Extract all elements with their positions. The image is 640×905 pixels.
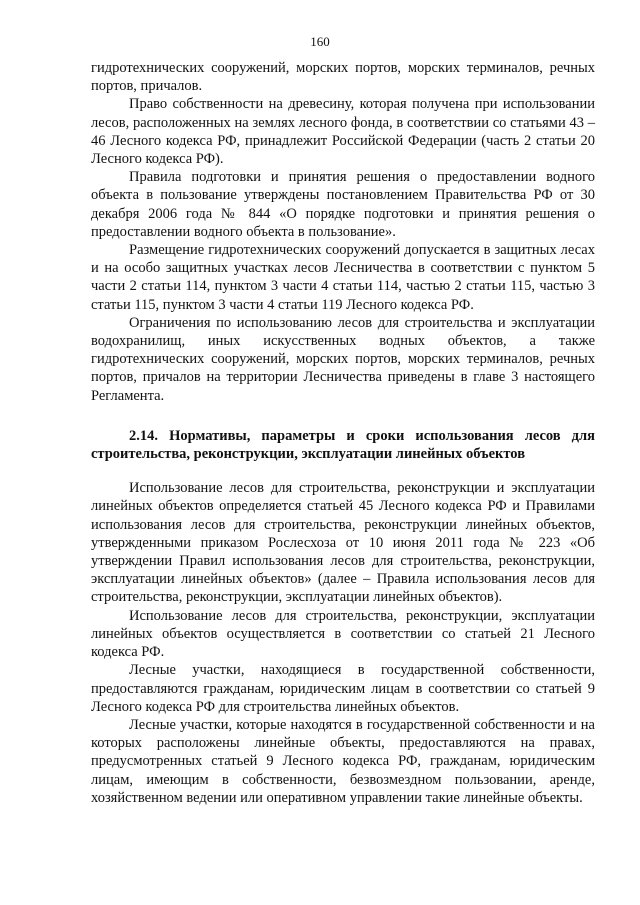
paragraph-article-21: Использование лесов для строительства, реконструкции, эксплуатации линейных объектов осуществляется в соответствии со статьей 21 Лесного кодекса РФ.	[91, 607, 595, 661]
paragraph-restrictions: Ограничения по использованию лесов для строительства и эксплуатации водохранилищ, иных искусственных водных объектов, а также гидротехнических сооружений, морских портов, морских терминалов, речных портов, причалов на территории Лесничества приведены в главе 3 настоящего Регламента.	[91, 314, 595, 404]
paragraph-linear-objects-use: Использование лесов для строительства, реконструкции и эксплуатации линейных объектов определяется статьей 45 Лесного кодекса РФ и Правилами использования лесов для строительства, реконструкции линейных объектов, утвержденными приказом Рослесхоза от 10 июня 2011 года № 223 «Об утверждении Правил использования лесов для строительства, реконструкции, эксплуатации линейных объектов» (далее – Правила использования лесов для строительства, реконструкции, эксплуатации линейных объектов).	[91, 480, 595, 606]
paragraph-continuation: гидротехнических сооружений, морских портов, морских терминалов, речных портов, причалов.	[91, 60, 595, 95]
page-number: 160	[310, 34, 330, 49]
paragraph-timber-ownership: Право собственности на древесину, которая получена при использовании лесов, расположенных на землях лесного фонда, в соответствии со статьями 43 – 46 Лесного кодекса РФ, принадлежит Российской Федерации (часть 2 статьи 20 Лесного кодекса РФ).	[91, 96, 595, 168]
paragraph-plots-with-linear-objects: Лесные участки, которые находятся в государственной собственности и на которых расположены линейные объекты, предоставляются на правах, предусмотренных статьей 9 Лесного кодекса РФ, гражданам, юридическим лицам, имеющим в собственности, безвозмездном пользовании, аренде, хозяйственном ведении или оперативном управлении такие линейные объекты.	[91, 716, 595, 806]
section-heading-2-14: 2.14. Нормативы, параметры и сроки использования лесов для строительства, реконструкции, эксплуатации линейных объектов	[91, 427, 595, 463]
paragraph-state-owned-plots: Лесные участки, находящиеся в государственной собственности, предоставляются гражданам, юридическим лицам в соответствии со статьей 9 Лесного кодекса РФ для строительства линейных объектов.	[91, 662, 595, 715]
paragraph-water-object-rules: Правила подготовки и принятия решения о предоставлении водного объекта в пользование утверждены постановлением Правительства РФ от 30 декабря 2006 года № 844 «О порядке подготовки и принятия решения о предоставлении водного объекта в пользование».	[91, 169, 595, 240]
page-content	[91, 59, 595, 807]
paragraph-hydro-structures-placement: Размещение гидротехнических сооружений допускается в защитных лесах и на особо защитных участках лесов Лесничества в соответствии с пунктом 5 части 2 статьи 114, пунктом 3 части 4 статьи 114, частью 2 статьи 115, частью 3 статьи 115, пунктом 3 части 4 статьи 119 Лесного кодекса РФ.	[91, 242, 595, 313]
